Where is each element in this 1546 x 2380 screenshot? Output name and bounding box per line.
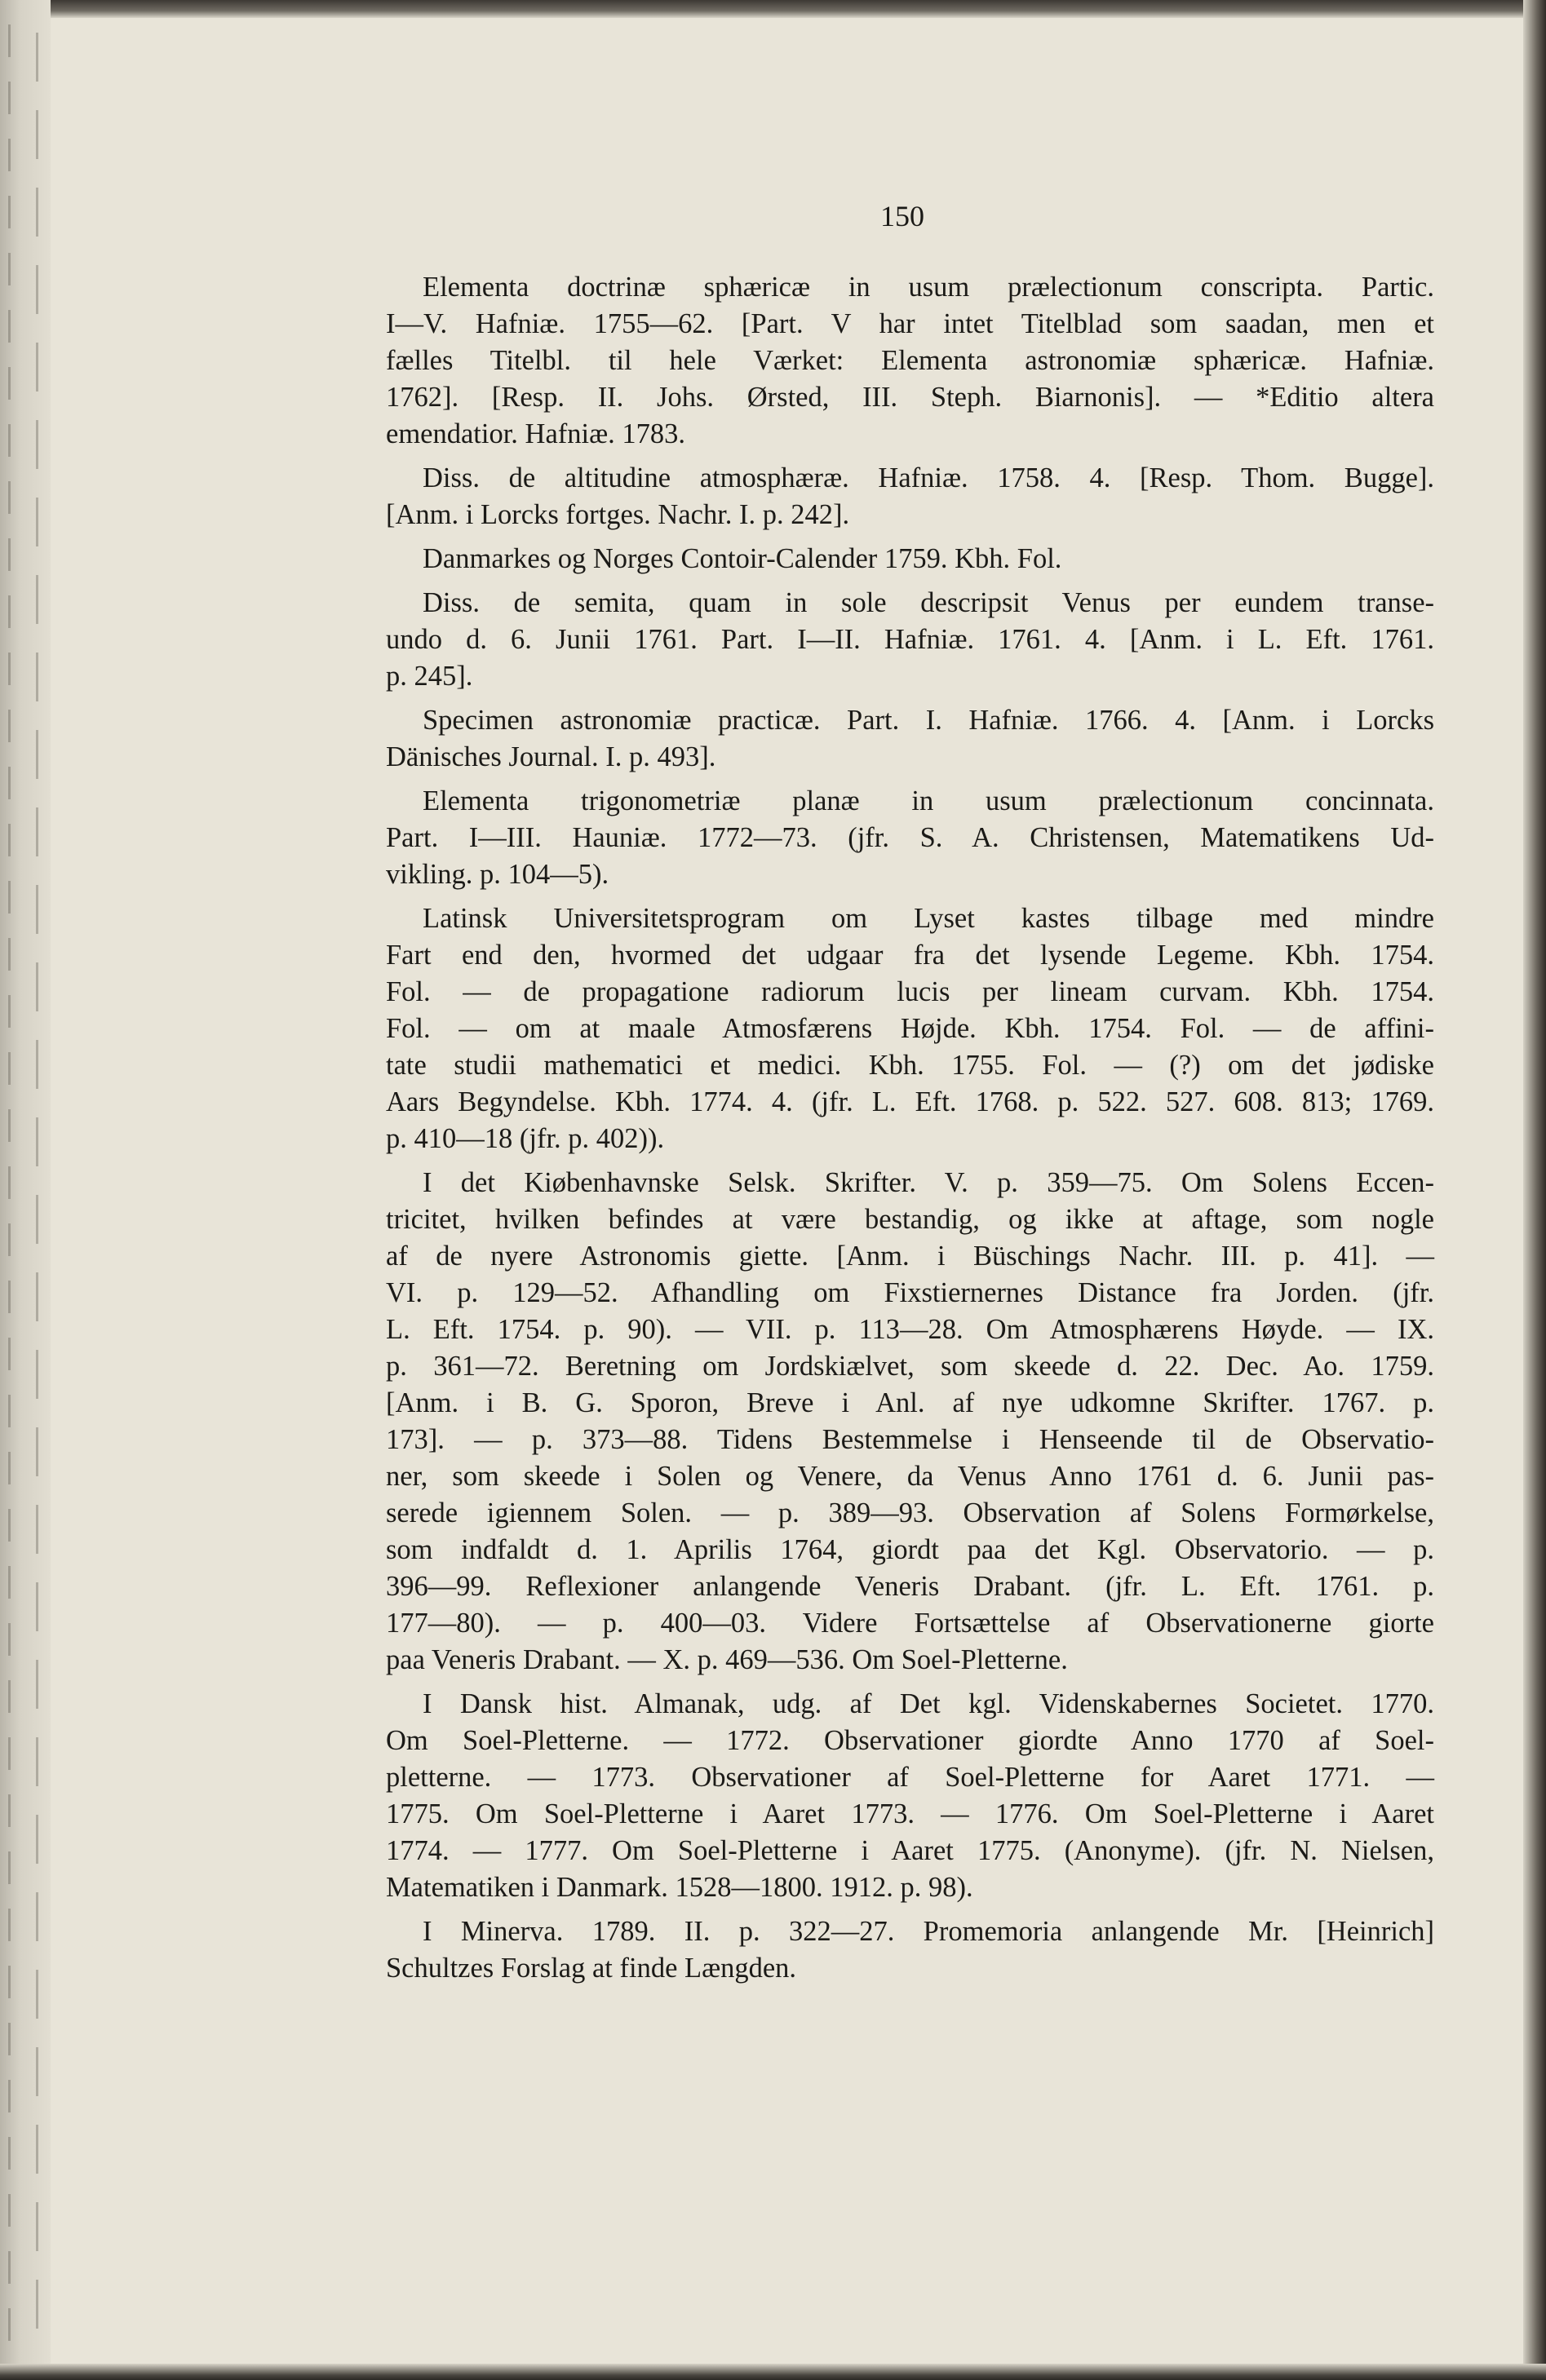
text-line: af de nyere Astronomis giette. [Anm. i Büschings Nachr. III. p. 41]. — bbox=[386, 1241, 1434, 1272]
text-line: 173]. — p. 373—88. Tidens Bestemmelse i Henseende til de Observatio- bbox=[386, 1424, 1434, 1455]
text-line: tricitet, hvilken befindes at være bestandig, og ikke at aftage, som nogle bbox=[386, 1204, 1434, 1235]
text-line: 396—99. Reflexioner anlangende Veneris Drabant. (jfr. L. Eft. 1761. p. bbox=[386, 1571, 1434, 1602]
text-line: L. Eft. 1754. p. 90). — VII. p. 113—28. Om Atmosphærens Høyde. — IX. bbox=[386, 1314, 1434, 1345]
text-line: Fol. — de propagatione radiorum lucis per lineam curvam. Kbh. 1754. bbox=[386, 976, 1434, 1007]
text-line: emendatior. Hafniæ. 1783. bbox=[386, 418, 685, 449]
page-binding-edge bbox=[0, 0, 51, 2380]
text-line: Om Soel-Pletterne. — 1772. Observationer giordte Anno 1770 af Soel- bbox=[386, 1725, 1434, 1756]
text-line: 1774. — 1777. Om Soel-Pletterne i Aaret 1775. (Anonyme). (jfr. N. Nielsen, bbox=[386, 1835, 1434, 1866]
text-line: p. 361—72. Beretning om Jordskiælvet, som skeede d. 22. Dec. Ao. 1759. bbox=[386, 1351, 1434, 1382]
text-line: undo d. 6. Junii 1761. Part. I—II. Hafniæ. 1761. 4. [Anm. i L. Eft. 1761. bbox=[386, 624, 1434, 655]
text-line: Latinsk Universitetsprogram om Lyset kastes tilbage med mindre bbox=[423, 903, 1434, 934]
text-line: 1762]. [Resp. II. Johs. Ørsted, III. Steph. Biarnonis]. — *Editio altera bbox=[386, 382, 1434, 413]
text-line: p. 410—18 (jfr. p. 402)). bbox=[386, 1123, 665, 1154]
text-line: I Dansk hist. Almanak, udg. af Det kgl. Videnskabernes Societet. 1770. bbox=[423, 1688, 1434, 1719]
text-line: fælles Titelbl. til hele Værket: Elementa astronomiæ sphæricæ. Hafniæ. bbox=[386, 345, 1434, 376]
text-line: Specimen astronomiæ practicæ. Part. I. Hafniæ. 1766. 4. [Anm. i Lorcks bbox=[423, 705, 1434, 736]
page-number: 150 bbox=[880, 200, 924, 232]
text-line: Part. I—III. Hauniæ. 1772—73. (jfr. S. A. Christensen, Matematikens Ud- bbox=[386, 822, 1434, 853]
text-line: Fol. — om at maale Atmosfærens Højde. Kbh. 1754. Fol. — de affini- bbox=[386, 1013, 1434, 1044]
text-line: [Anm. i Lorcks fortges. Nachr. I. p. 242]. bbox=[386, 499, 850, 530]
text-line: vikling. p. 104—5). bbox=[386, 859, 609, 890]
text-line: Dänisches Journal. I. p. 493]. bbox=[386, 741, 716, 772]
text-line: Danmarkes og Norges Contoir-Calender 1759. Kbh. Fol. bbox=[423, 543, 1062, 574]
bibliography-text bbox=[386, 269, 1434, 1987]
text-line: I—V. Hafniæ. 1755—62. [Part. V har intet Titelblad som saadan, men et bbox=[386, 308, 1434, 339]
text-line: Diss. de altitudine atmosphæræ. Hafniæ. 1758. 4. [Resp. Thom. Bugge]. bbox=[423, 462, 1434, 493]
text-line: Matematiken i Danmark. 1528—1800. 1912. p. 98). bbox=[386, 1872, 973, 1903]
text-line: som indfaldt d. 1. Aprilis 1764, giordt paa det Kgl. Observatorio. — p. bbox=[386, 1534, 1434, 1565]
text-line: [Anm. i B. G. Sporon, Breve i Anl. af nye udkomne Skrifter. 1767. p. bbox=[386, 1387, 1434, 1418]
text-line: tate studii mathematici et medici. Kbh. 1755. Fol. — (?) om det jødiske bbox=[386, 1050, 1434, 1081]
text-line: p. 245]. bbox=[386, 661, 473, 692]
page-top-shadow bbox=[0, 0, 1546, 18]
text-line: serede igiennem Solen. — p. 389—93. Observation af Solens Formørkelse, bbox=[386, 1497, 1434, 1528]
text-line: 177—80). — p. 400—03. Videre Fortsættelse af Observationerne giorte bbox=[386, 1608, 1434, 1639]
text-line: pletterne. — 1773. Observationer af Soel-Pletterne for Aaret 1771. — bbox=[386, 1762, 1434, 1793]
text-line: Fart end den, hvormed det udgaar fra det lysende Legeme. Kbh. 1754. bbox=[386, 940, 1434, 971]
text-line: ner, som skeede i Solen og Venere, da Venus Anno 1761 d. 6. Junii pas- bbox=[386, 1461, 1434, 1492]
text-line: Schultzes Forslag at finde Længden. bbox=[386, 1953, 797, 1984]
text-line: Elementa trigonometriæ planæ in usum prælectionum concinnata. bbox=[423, 785, 1434, 816]
text-line: I Minerva. 1789. II. p. 322—27. Promemoria anlangende Mr. [Heinrich] bbox=[423, 1916, 1434, 1947]
text-line: paa Veneris Drabant. — X. p. 469—536. Om Soel-Pletterne. bbox=[386, 1644, 1068, 1675]
text-line: VI. p. 129—52. Afhandling om Fixstiernernes Distance fra Jorden. (jfr. bbox=[386, 1277, 1434, 1308]
text-line: 1775. Om Soel-Pletterne i Aaret 1773. — 1776. Om Soel-Pletterne i Aaret bbox=[386, 1798, 1434, 1829]
page-bottom-shadow bbox=[0, 2364, 1546, 2380]
text-line: Elementa doctrinæ sphæricæ in usum prælectionum conscripta. Partic. bbox=[423, 272, 1434, 303]
text-line: I det Kiøbenhavnske Selsk. Skrifter. V. p. 359—75. Om Solens Eccen- bbox=[423, 1167, 1434, 1198]
page-right-shadow bbox=[1523, 0, 1546, 2380]
text-line: Diss. de semita, quam in sole descripsit Venus per eundem transe- bbox=[423, 587, 1434, 618]
text-line: Aars Begyndelse. Kbh. 1774. 4. (jfr. L. Eft. 1768. p. 522. 527. 608. 813; 1769. bbox=[386, 1086, 1434, 1117]
